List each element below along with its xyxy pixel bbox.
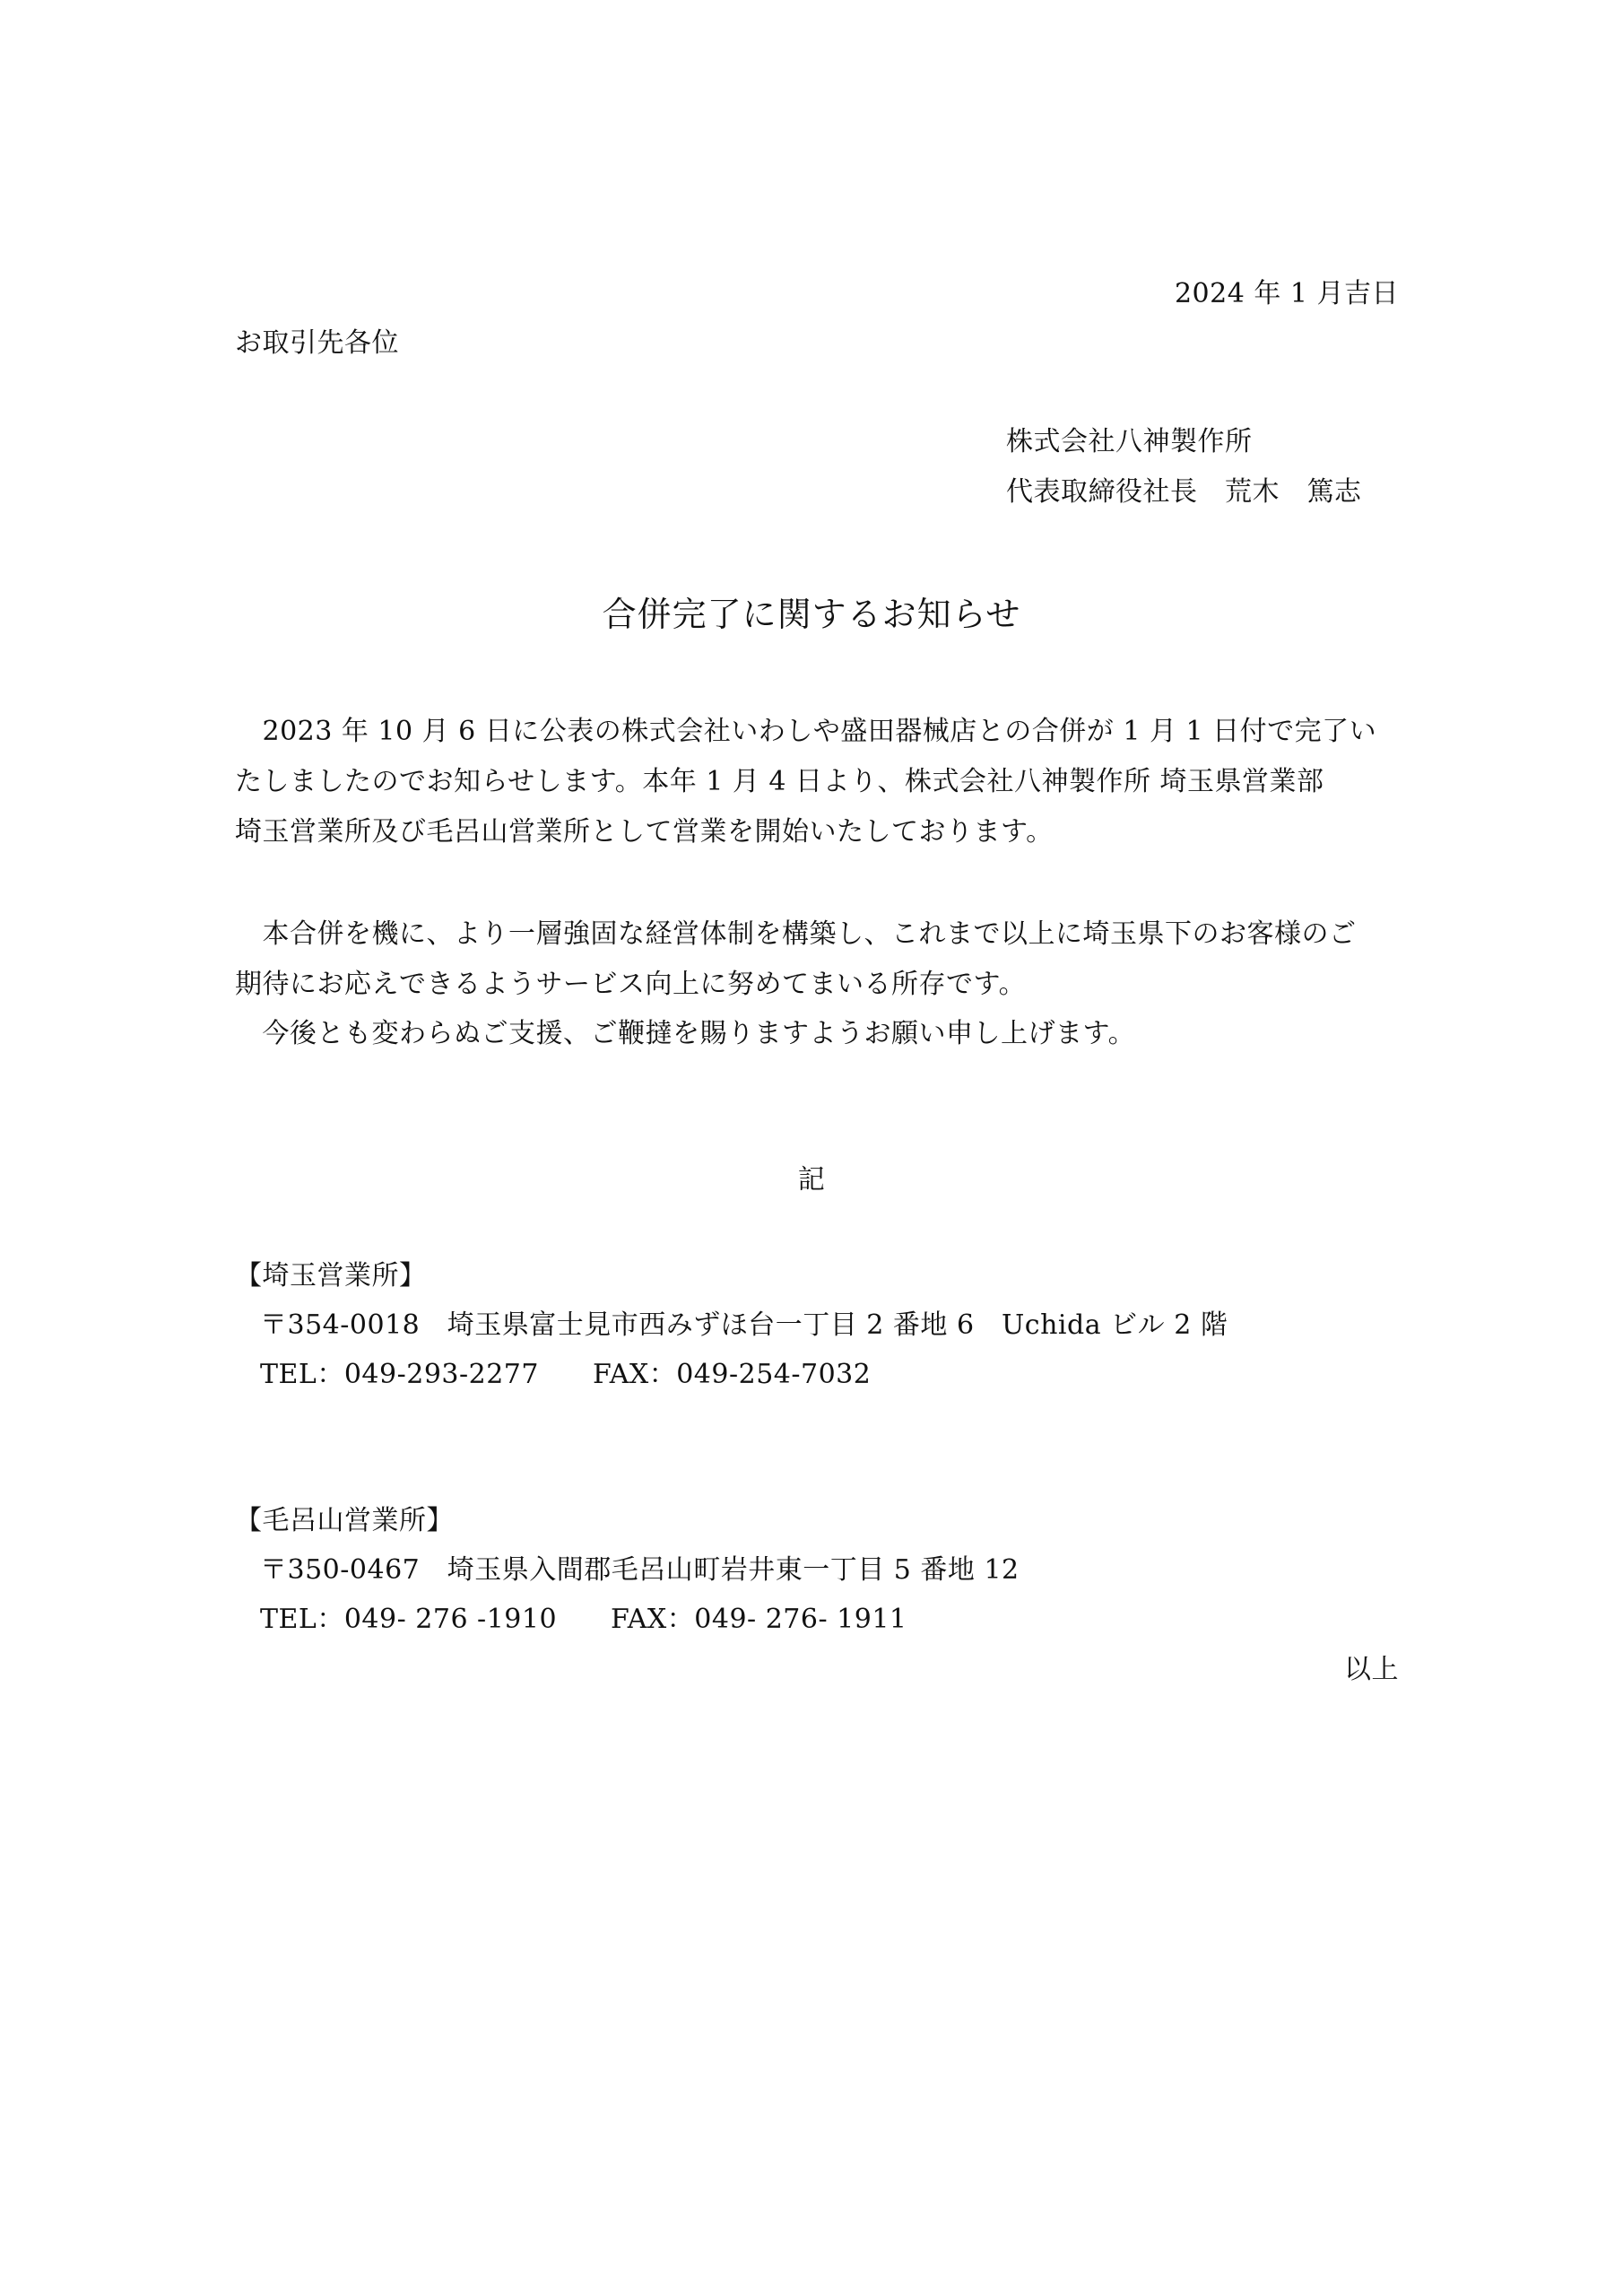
body-paragraph1-line2: たしましたのでお知らせします。本年 1 月 4 日より、株式会社八神製作所 埼玉県営業部 bbox=[235, 766, 1324, 797]
document-date: 2024 年 1 月吉日 bbox=[1174, 278, 1399, 309]
office-tel-moroyama: TEL：049- 276 -1910 bbox=[260, 1604, 558, 1635]
office-fax-saitama: FAX：049-254-7032 bbox=[592, 1359, 872, 1390]
office-contact-moroyama bbox=[260, 1602, 907, 1638]
body-paragraph1-line1: 2023 年 10 月 6 日に公表の株式会社いわしや盛田器械店との合併が 1 月 1 日付で完了い bbox=[235, 716, 1377, 747]
office-fax-moroyama: FAX：049- 276- 1911 bbox=[611, 1604, 907, 1635]
body-paragraph2-line1: 本合併を機に、より一層強固な経営体制を構築し、これまで以上に埼玉県下のお客様のご bbox=[235, 918, 1357, 950]
sender-representative: 代表取締役社長 荒木 篤志 bbox=[1006, 476, 1362, 508]
closing-ijo: 以上 bbox=[1344, 1654, 1399, 1685]
document-title: 合併完了に関するお知らせ bbox=[602, 595, 1021, 634]
office-name-moroyama: 【毛呂山営業所】 bbox=[235, 1505, 454, 1536]
addressee: お取引先各位 bbox=[235, 327, 399, 359]
ki-heading: 記 bbox=[797, 1164, 826, 1196]
office-address-saitama: 〒354-0018 埼玉県富士見市西みずほ台一丁目 2 番地 6 Uchida ビル 2 階 bbox=[260, 1309, 1228, 1341]
body-paragraph2-line3: 今後とも変わらぬご支援、ご鞭撻を賜りますようお願い申し上げます。 bbox=[235, 1018, 1136, 1049]
office-name-saitama: 【埼玉営業所】 bbox=[235, 1260, 427, 1292]
body-paragraph1-line3: 埼玉営業所及び毛呂山営業所として営業を開始いたしております。 bbox=[235, 816, 1054, 848]
office-tel-saitama: TEL：049-293-2277 bbox=[260, 1359, 539, 1390]
body-paragraph2-line2: 期待にお応えできるようサービス向上に努めてまいる所存です。 bbox=[235, 969, 1027, 1000]
office-contact-saitama bbox=[260, 1357, 871, 1393]
office-address-moroyama: 〒350-0467 埼玉県入間郡毛呂山町岩井東一丁目 5 番地 12 bbox=[260, 1554, 1020, 1586]
sender-company: 株式会社八神製作所 bbox=[1006, 426, 1253, 457]
